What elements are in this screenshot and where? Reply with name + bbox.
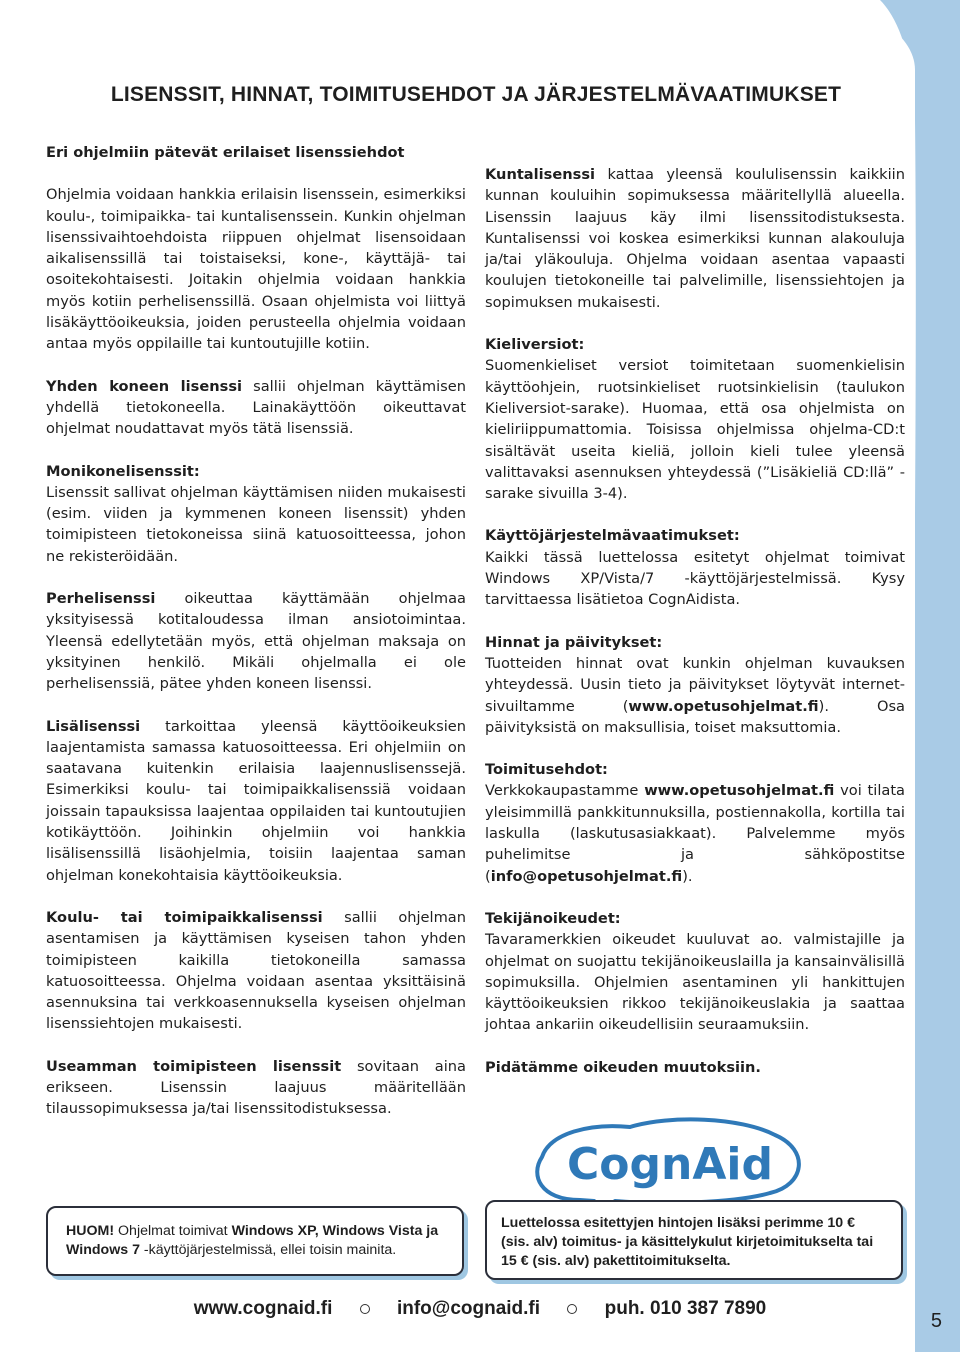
delivery-paragraph	[485, 759, 905, 887]
shipping-costs-text: Luettelossa esitettyjen hintojen lisäksi perimme 10 € (sis. alv) toimitus- ja käsittelykulut kirjetoimitukselta tai 15 € (sis. alv) pakettitoimitukselta.	[501, 1215, 874, 1269]
family-license-text: oikeuttaa käyttämään ohjelmaa yksityisessä kotitaloudessa ilman ansiotoimintaa. Yleensä edellytetään myös, että ohjelman maksaja on yksityinen henkilö. Mikäli ohjelmalla ei ole perhelisenssiä, pätee yhden koneen lisenssi.	[46, 590, 466, 693]
prices-website-link[interactable]: www.opetusohjelmat.fi	[628, 697, 819, 715]
prices-text-1: Tuotteiden hinnat ovat kunkin ohjelman kuvauksen yhteydessä. Uusin tieto ja päivitykset löytyvät internet-sivuiltamme (	[485, 654, 905, 715]
os-requirements-paragraph	[485, 525, 905, 610]
footer-email-link[interactable]: info@cognaid.fi	[396, 1298, 541, 1319]
licenses-intro: Ohjelmia voidaan hankkia erilaisin lisenssein, esimerkiksi koulu-, toimipaikka- tai kuntalisenssein. Kunkin ohjelman lisenssivaihtoehdoista riippuen ohjelmat lisensoidaan aikalisenssillä tai toistaiseksi, kone-, käyttäjä- tai osoitekohtaisesti. Joitakin ohjelmia voidaan hankkia myös kotiin perhelisenssillä. Osaan ohjelmista voi liittyä lisäkäyttöoikeuksia, joiden perusteella ohjelmia voidaan antaa myös oppilaille tai kuntoutujille kotiin.	[46, 186, 466, 353]
delivery-email-link[interactable]: info@opetusohjelmat.fi	[490, 867, 683, 885]
multi-license-text: Lisenssit sallivat ohjelman käyttämisen niiden mukaisesti (esim. viiden ja kymmenen koneen lisenssit) yhden toimipisteen tietokoneissa siinä katuosoitteessa, johon ne rekisteröidään.	[46, 483, 466, 565]
footer-contacts	[0, 1298, 960, 1320]
site-license-term: Koulu- tai toimipaikkalisenssi	[46, 908, 323, 926]
multisite-license-text: sovitaan aina erikseen. Lisenssin laajuus määritellään tilaussopimuksessa ja/tai lisenssitodistuksessa.	[46, 1057, 466, 1118]
prices-text-2: ). Osa päivityksistä on maksullisia, toiset maksuttomia.	[485, 697, 905, 736]
multisite-license-term: Useamman toimipisteen lisenssit	[46, 1057, 342, 1075]
page-title: LISENSSIT, HINNAT, TOIMITUSEHDOT JA JÄRJESTELMÄVAATIMUKSET	[110, 83, 842, 106]
separator-circle-icon	[360, 1304, 370, 1314]
single-license-term: Yhden koneen lisenssi	[46, 377, 243, 395]
municipal-license-text: kattaa yleensä koululisenssin kaikkiin kunnan kouluihin sopimuksessa määritellyllä alueella. Lisenssin laajuus käy ilmi lisenssitodistuksesta. Kuntalisenssi voi koskea esimerkiksi kunnan alakouluja ja/tai yläkouluja. Ohjelma voidaan asentaa vapaasti koulujen tietokoneille tai palvelimille, lisenssiehtojen ja sopimuksen mukaisesti.	[485, 166, 905, 311]
delivery-text-2: voi tilata yleisimmillä pankkitunnuksilla, postiennakolla, kortilla tai laskulla (laskutusasiakkaat). Palvelemme myös puhelimitse ja sähköpostitse (	[485, 782, 905, 885]
single-license-paragraph	[46, 376, 466, 440]
logo-text: CognAid	[567, 1139, 773, 1190]
municipal-license-paragraph	[485, 164, 905, 313]
extra-license-text: tarkoittaa yleensä käyttöoikeuksien laajentamista samassa katuosoitteessa. Eri ohjelmiin on saatavana kuitenkin erilaisia laajennuslisenssejä. Esimerkiksi koulu- tai toimipaikkalisenssiä voidaan joissain tapauksissa laajentaa oppilaiden tai kuntoutujien kotikäyttöön. Joihinkin ohjelmiin voi hankkia lisälisenssillä lisäohjelmia, toisiin laajentaa saman ohjelman konekohtaisia käyttöoikeuksia.	[46, 717, 466, 884]
copyright-paragraph	[485, 908, 905, 1036]
os-requirements-text: Kaikki tässä luettelossa esitetyt ohjelmat toimivat Windows XP/Vista/7 -käyttöjärjestelmissä. Kysy tarvittaessa lisätietoa CognAidista.	[485, 548, 905, 609]
copyright-heading: Tekijänoikeudet:	[485, 909, 621, 927]
language-versions-heading: Kieliversiot:	[485, 336, 585, 354]
prices-paragraph	[485, 632, 905, 738]
notice-os-list: Windows XP, Windows Vista ja Windows 7	[66, 1223, 439, 1258]
multi-license-term: Monikonelisenssit:	[46, 462, 200, 480]
language-versions-paragraph	[485, 334, 905, 504]
multisite-license-paragraph	[46, 1056, 466, 1120]
language-versions-text: Suomenkieliset versiot toimitetaan suomenkielisin käyttöohjein, ruotsinkieliset ruotsinkielisin (taulukon Kieliversiot-sarake). Huomaa, että osa ohjelmista on kieliriippumattomia. Toisissa ohjelmissa ohjelma-CD:t sisältävät useita kieliä, jolloin kieli tulee yleensä valittavaksi asennuksen yhteydessä (”Lisäkieliä CD:llä” -sarake sivuilla 3-4).	[485, 357, 905, 503]
copyright-text: Tavaramerkkien oikeudet kuuluvat ao. valmistajille ja ohjelmat on suojattu tekijänoikeuslailla ja kansainvälisillä sopimuksilla. Ohjelmien asentaminen yli hankittujen käyttöoikeuksien rikkoo tekijänoikeuslakia ja saattaa johtaa ankariin oikeudellisiin seuraamuksiin.	[485, 931, 905, 1034]
notice-text-1: Ohjelmat toimivat	[114, 1223, 232, 1239]
os-requirements-heading: Käyttöjärjestelmävaatimukset:	[485, 527, 740, 545]
prices-heading: Hinnat ja päivitykset:	[485, 633, 663, 651]
single-license-text: sallii ohjelman käyttämisen yhdellä tietokoneella. Lainakäyttöön oikeuttavat ohjelmat noudattavat myös tätä lisenssiä.	[46, 377, 467, 438]
delivery-text-3: ).	[682, 867, 693, 885]
delivery-text-1: Verkkokaupastamme	[485, 782, 645, 800]
site-license-text: sallii ohjelman asentamisen ja käyttämisen kyseisen tahon yhden toimipisteen kaikilla tietokoneilla samassa katuosoitteessa. Ohjelma voidaan asentaa yksittäisinä asennuksina tai verkkoasennuksella kyseisen ohjelman lisenssiehtojen mukaisesti.	[46, 908, 466, 1033]
shipping-costs-box	[485, 1200, 903, 1280]
extra-license-paragraph	[46, 716, 466, 886]
municipal-license-term: Kuntalisenssi	[485, 166, 596, 183]
delivery-website-link[interactable]: www.opetusohjelmat.fi	[644, 782, 835, 800]
extra-license-term: Lisälisenssi	[46, 717, 141, 735]
notice-text-2: -käyttöjärjestelmissä, ellei toisin mainita.	[139, 1242, 397, 1258]
footer-phone: puh. 010 387 7890	[604, 1298, 767, 1319]
windows-notice-box	[46, 1206, 464, 1276]
rights-reserved-note: Pidätämme oikeuden muutoksiin.	[485, 1058, 761, 1076]
multi-license-paragraph	[46, 461, 466, 567]
licenses-heading: Eri ohjelmiin pätevät erilaiset lisenssiehdot	[46, 144, 405, 161]
footer-website-link[interactable]: www.cognaid.fi	[193, 1298, 333, 1319]
family-license-term: Perhelisenssi	[46, 590, 156, 608]
family-license-paragraph	[46, 588, 466, 694]
right-column	[485, 164, 905, 1099]
notice-label: HUOM!	[66, 1223, 115, 1239]
site-license-paragraph	[46, 907, 466, 1035]
delivery-heading: Toimitusehdot:	[485, 761, 608, 779]
separator-circle-icon	[567, 1304, 577, 1314]
page-number: 5	[930, 1310, 942, 1332]
left-column	[46, 142, 466, 1141]
